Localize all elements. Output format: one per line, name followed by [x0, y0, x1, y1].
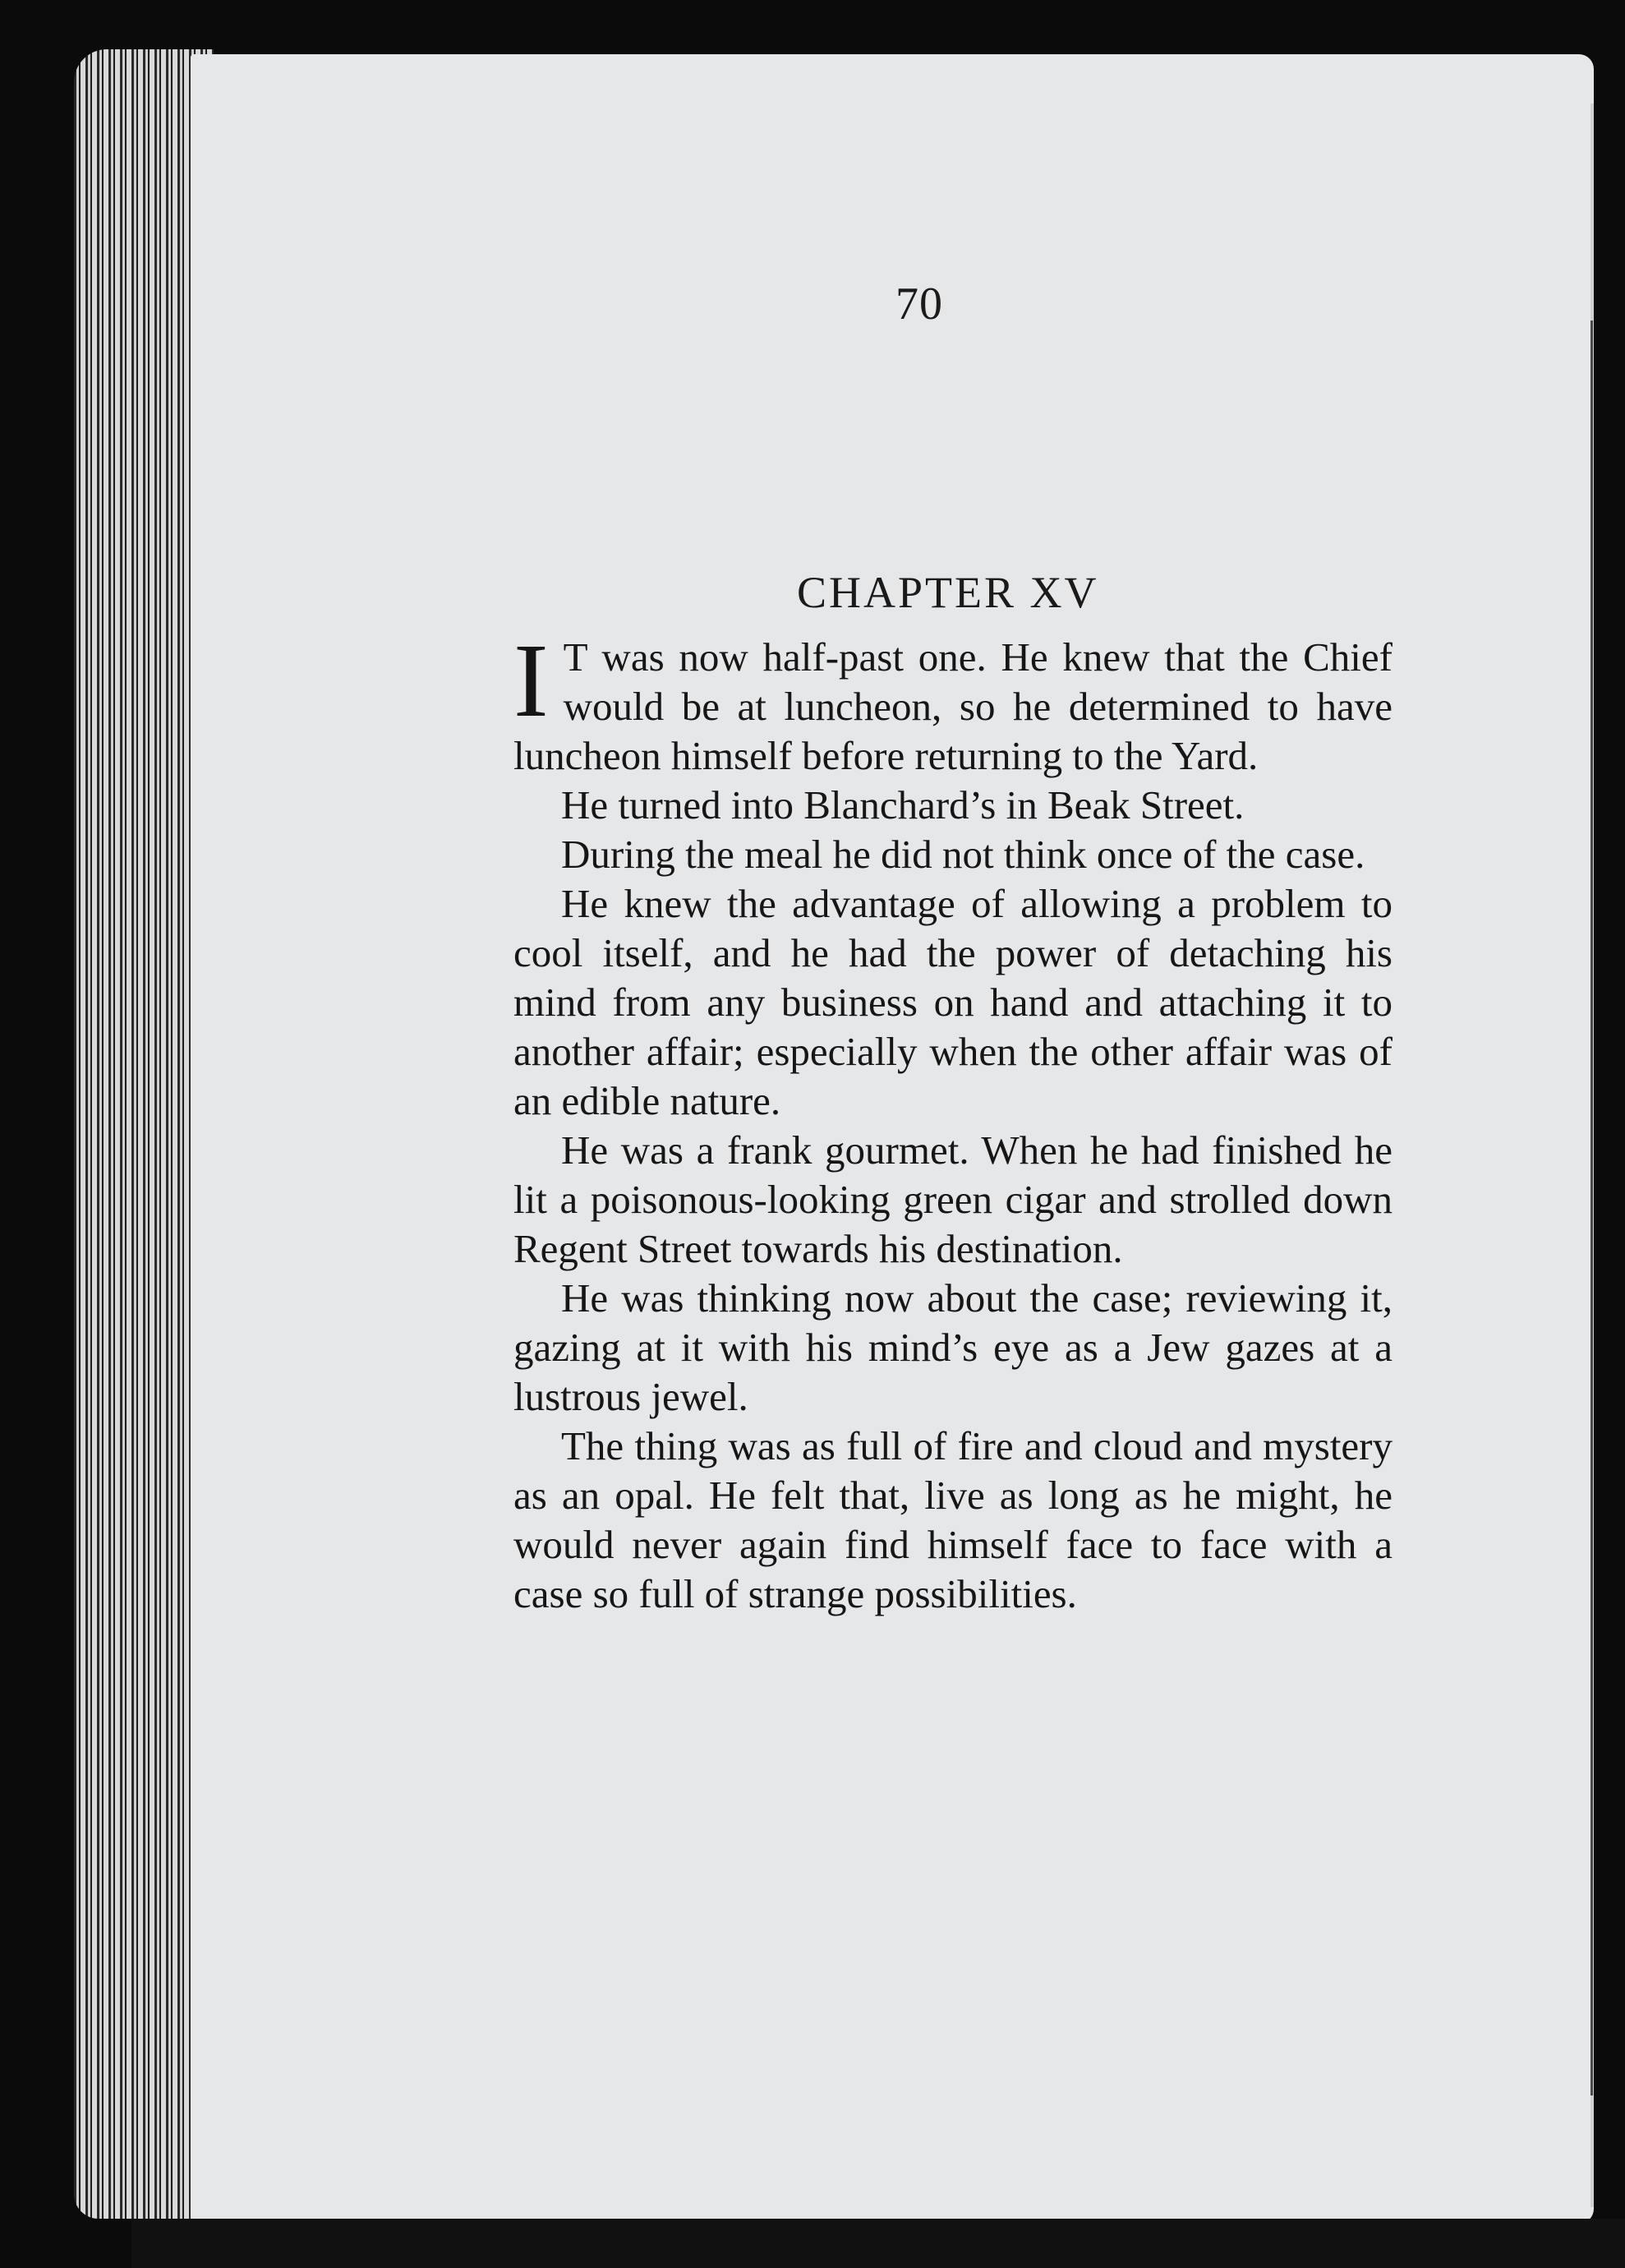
- drop-cap: I: [513, 622, 549, 739]
- page-number: 70: [895, 279, 943, 330]
- paragraph: He was a frank gourmet. When he had finished he lit a poisonous-looking green cigar and strolled down Regent Street towards his destination.: [513, 1127, 1393, 1271]
- paragraph: He turned into Blanchard’s in Beak Street.: [561, 782, 1245, 827]
- paragraph: He was thinking now about the case; reviewing it, gazing at it with his mind’s eye as a Jew gazes at a lustrous jewel.: [513, 1275, 1393, 1419]
- paragraph: He knew the advantage of allowing a problem to cool itself, and he had the power of detaching his mind from any business on hand and attaching it to another affair; especially when the other affair was of an edible nature.: [513, 881, 1393, 1123]
- paragraph: The thing was as full of fire and cloud and mystery as an opal. He felt that, live as long as he might, he would never again find himself face to face with a case so full of strange possibilities.: [513, 1423, 1393, 1616]
- paragraph-text: T was now half-past one. He knew that the Chief would be at luncheon, so he determined to have luncheon himself before returning to the Yard.: [513, 634, 1393, 778]
- paragraph: During the meal he did not think once of the case.: [561, 832, 1365, 877]
- chapter-text: [513, 622, 1393, 1619]
- chapter-title: CHAPTER XV: [797, 568, 1099, 617]
- paragraph: [513, 622, 1393, 781]
- bottom-shadow: [131, 2219, 1625, 2268]
- page-gutter-line: [1590, 320, 1593, 2095]
